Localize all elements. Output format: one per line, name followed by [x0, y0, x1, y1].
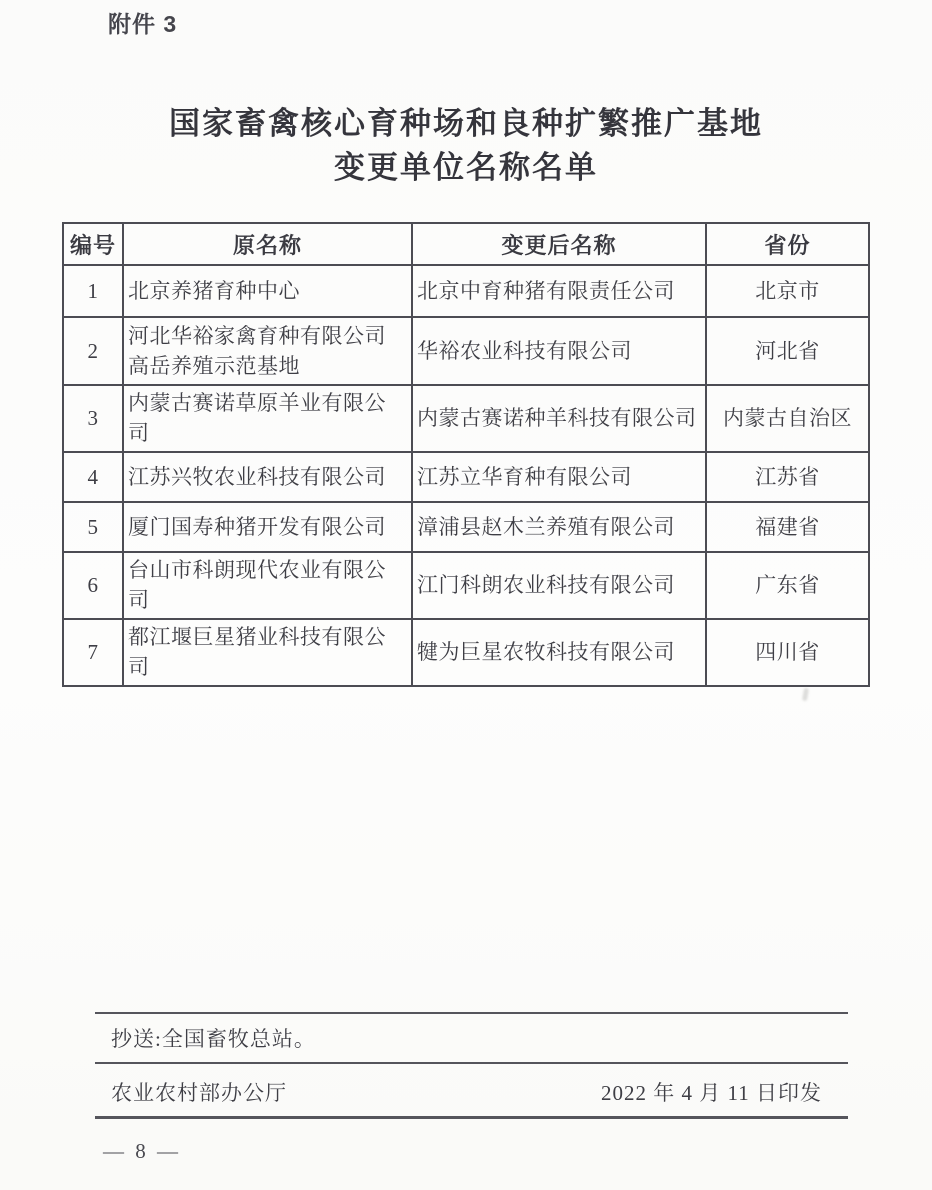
- cell-province: 河北省: [706, 317, 869, 385]
- footer-divider-bottom: [95, 1116, 848, 1119]
- title-line-1: 国家畜禽核心育种场和良种扩繁推广基地: [169, 106, 763, 141]
- cell-new-name: 犍为巨星农牧科技有限公司: [412, 619, 706, 686]
- cell-no: 5: [63, 502, 123, 552]
- page-number: — 8 —: [103, 1139, 181, 1163]
- cell-old-name: 北京养猪育种中心: [123, 265, 412, 317]
- cell-new-name: 华裕农业科技有限公司: [412, 317, 706, 385]
- cell-province: 四川省: [706, 619, 869, 686]
- attachment-label: 附件 3: [108, 11, 178, 37]
- table-row: [63, 502, 869, 552]
- col-header-new-name: 变更后名称: [412, 223, 706, 265]
- cell-no: 1: [63, 265, 123, 317]
- issue-date: 2022 年 4 月 11 日印发: [601, 1081, 822, 1105]
- cell-no: 6: [63, 552, 123, 619]
- issuer: 农业农村部办公厅: [111, 1081, 287, 1105]
- table-row: [63, 385, 869, 452]
- table-row: [63, 619, 869, 686]
- col-header-no: 编号: [63, 223, 123, 265]
- scan-artifact: [802, 688, 809, 702]
- cell-old-name: 台山市科朗现代农业有限公司: [123, 552, 412, 619]
- cell-new-name: 北京中育种猪有限责任公司: [412, 265, 706, 317]
- cell-new-name: 内蒙古赛诺种羊科技有限公司: [412, 385, 706, 452]
- cell-province: 北京市: [706, 265, 869, 317]
- cell-province: 江苏省: [706, 452, 869, 502]
- col-header-old-name: 原名称: [123, 223, 412, 265]
- cell-no: 3: [63, 385, 123, 452]
- cell-no: 4: [63, 452, 123, 502]
- issue-row: [111, 1077, 822, 1107]
- cell-old-name: 内蒙古赛诺草原羊业有限公司: [123, 385, 412, 452]
- title-line-2: 变更单位名称名单: [334, 150, 598, 185]
- cell-old-name: 厦门国寿种猪开发有限公司: [123, 502, 412, 552]
- cell-province: 福建省: [706, 502, 869, 552]
- cell-new-name: 漳浦县赵木兰养殖有限公司: [412, 502, 706, 552]
- table-row: [63, 265, 869, 317]
- table-header-row: [63, 223, 869, 265]
- table-row: [63, 452, 869, 502]
- cell-old-name: 河北华裕家禽育种有限公司高岳养殖示范基地: [123, 317, 412, 385]
- cell-no: 7: [63, 619, 123, 686]
- cell-new-name: 江门科朗农业科技有限公司: [412, 552, 706, 619]
- cell-old-name: 都江堰巨星猪业科技有限公司: [123, 619, 412, 686]
- cell-no: 2: [63, 317, 123, 385]
- footer-divider-top: [95, 1012, 848, 1014]
- footer-divider-middle: [95, 1062, 848, 1064]
- col-header-province: 省份: [706, 223, 869, 265]
- cell-new-name: 江苏立华育种有限公司: [412, 452, 706, 502]
- table-row: [63, 317, 869, 385]
- cell-province: 内蒙古自治区: [706, 385, 869, 452]
- cell-old-name: 江苏兴牧农业科技有限公司: [123, 452, 412, 502]
- cell-province: 广东省: [706, 552, 869, 619]
- document-title: [0, 102, 932, 190]
- cc-line: 抄送:全国畜牧总站。: [111, 1027, 316, 1051]
- table-row: [63, 552, 869, 619]
- name-change-table: [62, 222, 870, 687]
